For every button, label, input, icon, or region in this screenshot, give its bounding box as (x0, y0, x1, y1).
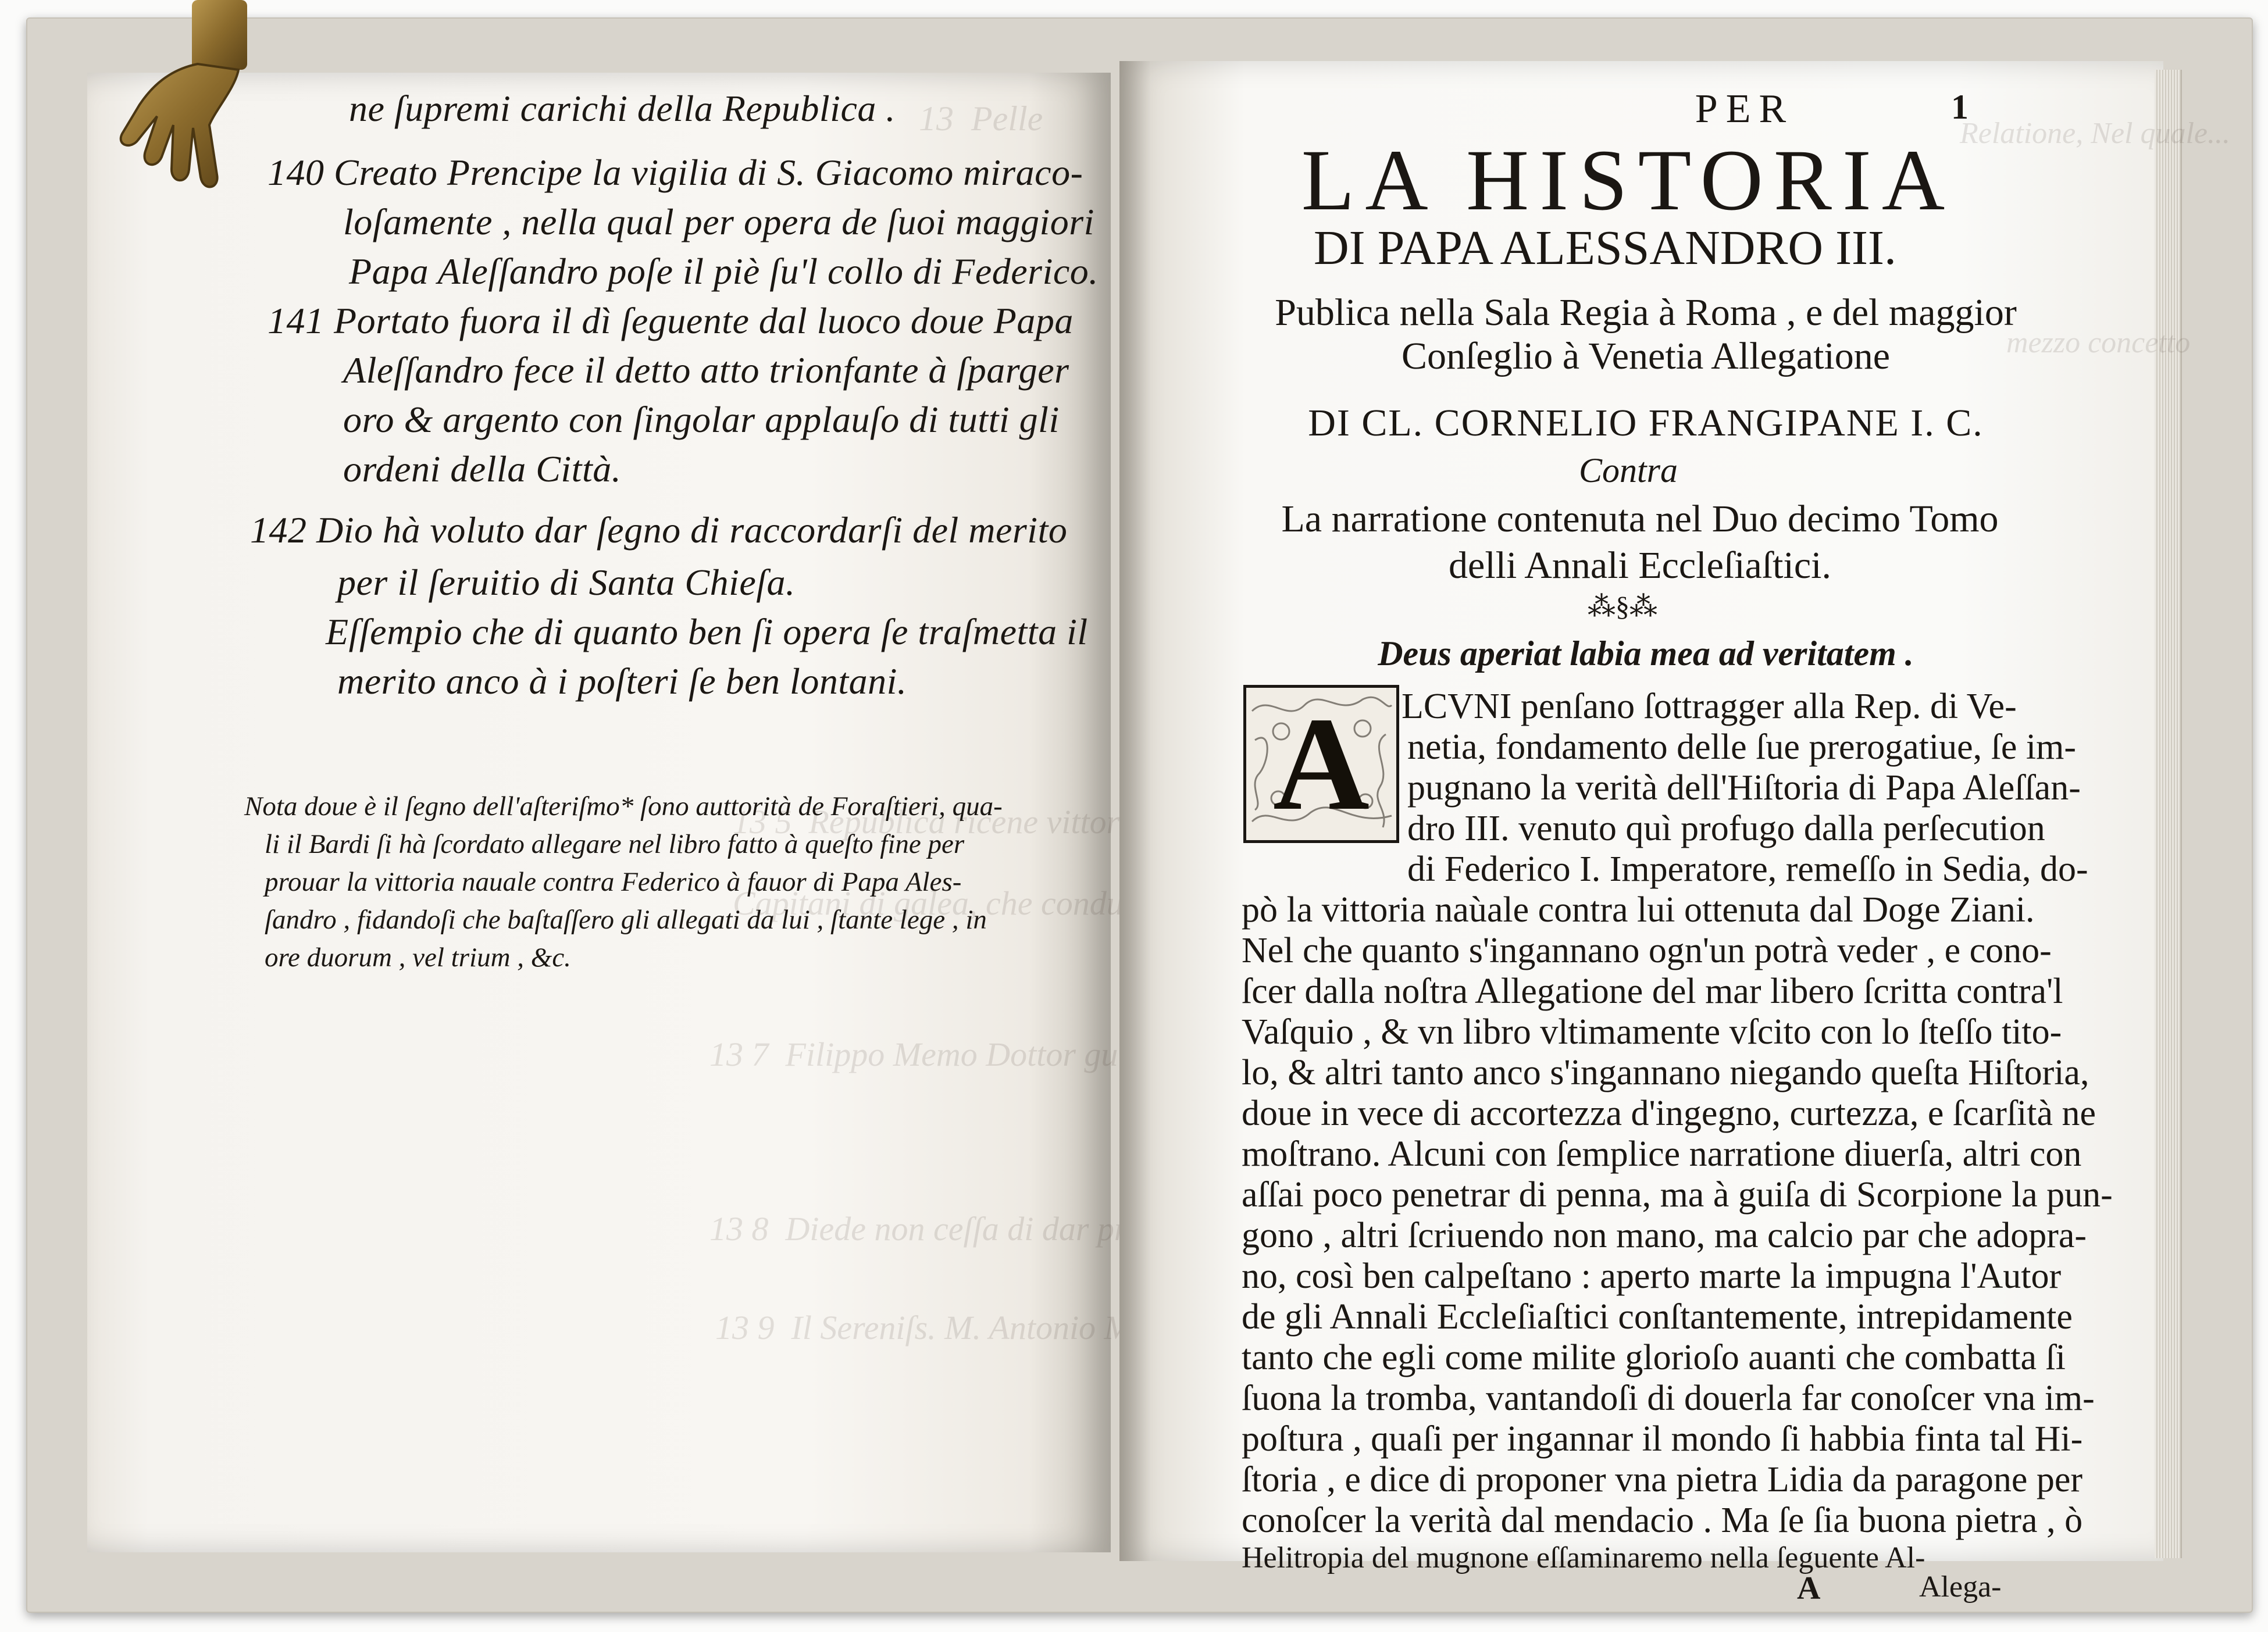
body-line-13: ſuona la tromba, vantandoſi di douerla far conoſcer vna im- (1242, 1379, 2095, 1418)
title-line-4: Conſeglio à Venetia Allegatione (1401, 335, 1891, 377)
catchword: Alega- (1919, 1570, 2002, 1604)
signature-mark: A (1797, 1570, 1821, 1606)
left-line-7: oro & argento con ſingolar applauſo di tutti gli (343, 399, 1060, 440)
note-line-2: li il Bardi ſi hà ſcordato allegare nel libro fatto à queſto fine per (265, 829, 965, 859)
left-line-3: loſamente , nella qual per opera de ſuoi maggiori (343, 201, 1094, 242)
body-line-3: ſcer dalla noſtra Allegatione del mar libero ſcritta contra'l (1242, 972, 2063, 1011)
title-sub: DI PAPA ALESSANDRO III. (1313, 221, 1896, 275)
left-line-10: per il ſeruitio di Santa Chieſa. (337, 562, 796, 603)
title-line-3: Publica nella Sala Regia à Roma , e del maggior (1275, 291, 2017, 334)
woodcut-initial-A (1243, 685, 1399, 843)
note-line-4: ſandro , fidandoſi che baſtaſſero gli allegati da lui , ſtante lege , in (265, 905, 987, 935)
body-line-14: poſtura , quaſi per ingannar il mondo ſi habbia finta tal Hi- (1242, 1419, 2083, 1459)
page-edges (2155, 70, 2182, 1558)
body-line-17: Helitropia del mugnone eſſaminaremo nella ſeguente Al- (1242, 1541, 1925, 1574)
title-author: DI CL. CORNELIO FRANGIPANE I. C. (1308, 402, 1984, 444)
left-line-6: Aleſſandro fece il detto atto trionfante à ſparger (343, 349, 1069, 391)
note-line-5: ore duorum , vel trium , &c. (265, 942, 571, 973)
body-line-5: lo, & altri tanto anco s'ingannano niegando queſta Hiſtoria, (1242, 1053, 2089, 1092)
left-line-4: Papa Aleſſandro poſe il piè ſu'l collo di Federico. (349, 251, 1099, 292)
body-line-16: conoſcer la verità dal mendacio . Ma ſe ſia buona pietra , ò (1242, 1501, 2083, 1540)
left-line-12: merito anco à i poſteri ſe ben lontani. (337, 660, 907, 702)
body-indent-3: dro III. venuto quì profugo dalla perſecution (1407, 809, 2045, 848)
initial-letter: A (1272, 690, 1370, 838)
ornament: ⁂§⁂ (1588, 591, 1657, 622)
body-line-8: aſſai poco penetrar di penna, ma à guiſa di Scorpione la pun- (1242, 1175, 2113, 1215)
body-indent-1: netia, fondamento delle ſue prerogatiue, ſe im- (1407, 727, 2076, 767)
body-indent-2: pugnano la verità dell'Hiſtoria di Papa Aleſſan- (1407, 768, 2081, 808)
page-number: 1 (1951, 88, 1969, 126)
body-line-11: de gli Annali Eccleſiaſtici conſtantemente, intrepidamente (1242, 1297, 2073, 1337)
left-line-1: ne ſupremi carichi della Republica . (349, 88, 896, 129)
left-line-5: 141 Portato fuora il dì ſeguente dal luoco doue Papa (268, 300, 1074, 341)
left-line-8: ordeni della Città. (343, 448, 622, 490)
note-line-1: Nota doue è il ſegno dell'aſteriſmo* ſono auttorità de Foraſtieri, qua- (244, 791, 1003, 822)
title-line-8: delli Annali Eccleſiaſtici. (1449, 544, 1831, 587)
body-line-6: doue in vece di accortezza d'ingegno, curtezza, e ſcarſità ne (1242, 1094, 2096, 1133)
brass-hand-page-clip (99, 0, 273, 209)
body-indent-4: di Federico I. Imperatore, remeſſo in Sedia, do- (1407, 849, 2088, 889)
body-line-7: moſtrano. Alcuni con ſemplice narratione diuerſa, altri con (1242, 1134, 2082, 1174)
body-line-1: pò la vittoria naùale contra lui ottenuta dal Doge Ziani. (1242, 890, 2035, 930)
body-line-9: gono , altri ſcriuendo non mano, ma calcio par che adopra- (1242, 1216, 2087, 1255)
body-line-4: Vaſquio , & vn libro vltimamente vſcito con lo ſteſſo tito- (1242, 1012, 2062, 1052)
title-per: PER (1695, 87, 1795, 131)
title-line-7: La narratione contenuta nel Duo decimo Tomo (1281, 498, 1999, 540)
body-line-10: no, così ben calpeſtano : aperto marte la impugna l'Autor (1242, 1256, 2062, 1296)
title-contra: Contra (1578, 451, 1678, 490)
note-line-3: prouar la vittoria nauale contra Federico à fauor di Papa Ales- (265, 867, 962, 897)
left-line-2: 140 Creato Prencipe la vigilia di S. Giacomo miraco- (268, 152, 1083, 193)
body-first-line: LCVNI penſano ſottragger alla Rep. di Ve- (1402, 687, 2017, 726)
left-line-11: Eſſempio che di quanto ben ſi opera ſe traſmetta il (326, 611, 1088, 652)
left-line-9: 142 Dio hà voluto dar ſegno di raccordarſi del merito (250, 509, 1068, 551)
body-line-15: ſtoria , e dice di proponer vna pietra Lidia da paragone per (1242, 1460, 2083, 1499)
title-main: LA HISTORIA (1301, 132, 1956, 228)
motto: Deus aperiat labia mea ad veritatem . (1378, 634, 1914, 673)
body-line-12: tanto che egli come milite glorioſo auanti che combatta ſi (1242, 1338, 2066, 1377)
body-line-2: Nel che quanto s'ingannano ogn'un potrà veder , e cono- (1242, 931, 2052, 970)
